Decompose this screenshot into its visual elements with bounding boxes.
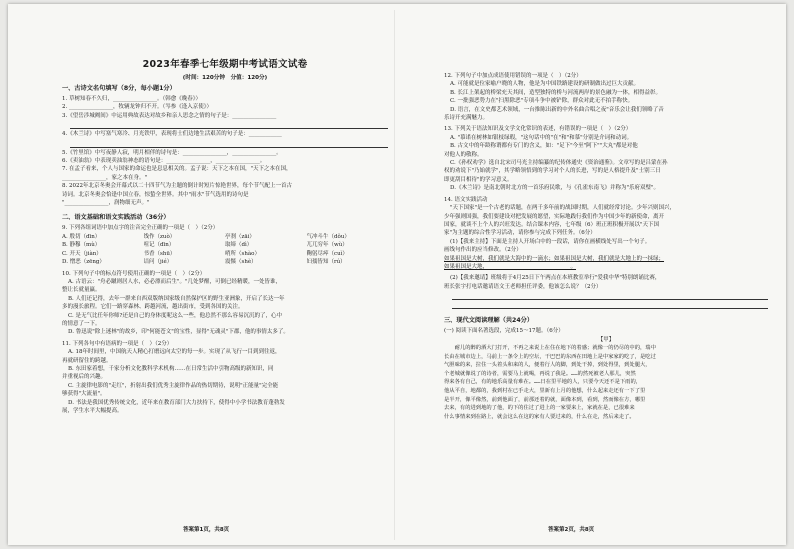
option-text: 取缔（dì） [225, 242, 253, 249]
text-line: 12. 下列句子中加点成语使用错误的一项是（ ）（2分） [444, 73, 582, 79]
text-line: A. 古语云："舟必蹴则居人水，必必漂而后生"。"几处梦醒，可倒已经精暖，一处皆谁， [68, 278, 282, 285]
answer-blank-line [452, 301, 768, 309]
text-line: 11. 下列各句中有语病的一项是（ ）（2分） [62, 340, 173, 347]
text-line: "天下国家"是一个古老的话题，在两千多年前的战国时期，人们就经常讨论。少年兴则国兴， [450, 205, 676, 212]
text-line: A. 可能就是位家喻户晓的人物，他是为中国铁路建设的研制做出过巨大贡献。 [450, 81, 639, 88]
page-footer-right: 答案第2页，共8页 [548, 527, 595, 533]
text-line: 1. 草树知春不久归，________________。（韩愈《晚春》） [62, 96, 201, 102]
text-line: D. 鲁迅说"除上迷林"的故乡，印"何能苍文"的宝性，显得"无魂灵"下郡，他的事情太多了。 [68, 329, 289, 336]
text-line: 去来，有的进到地的了他，的下的住过了进上的一家要来上，家就在是，已很难来 [444, 405, 635, 412]
text-line: 5.《竹里馆》中写夜静人寂，明月相伴的诗句是：________________，________________。 [62, 149, 282, 156]
text-line: 诗词。北京冬奥会恰逢中国立春，惊蛰全世界。其中"雨水"节气选用的诗句是 [62, 191, 249, 198]
text-line: 展，学生水平大幅提高。 [62, 408, 123, 414]
text-line: 即更刮目相待"的学习意义。 [444, 176, 513, 183]
text-line: (1)【我来主持】下面是主持人开场白中的一段话，请你在画横线处写出一个句子。 [450, 238, 651, 245]
text-line: 并重视后的兴趣。 [62, 374, 107, 381]
text-line: B. 长江上架起的桥梁充天其间，造型独特的桥与河流两岸的景色融为一体，相得益彰。 [450, 89, 662, 96]
text-line: 8. 2022年北京冬奥会开幕式以二十四节气为主题的倒计时短片惊艳世界，每个节气配上一首古 [62, 183, 292, 190]
section-heading: 一、古诗文名句填写（8分，每小题1分） [62, 85, 176, 92]
option-text: 鞠躬尽瘁（cuì） [306, 250, 348, 257]
text-line: 如果祖国是大地，______________________________。 [444, 263, 577, 270]
text-line: 得来各有自己，有的地乐高量有难在。……日在里平地的人，只要今天还不是下雨的， [444, 379, 642, 386]
option-text: C. 开天（jiàn） [62, 250, 102, 257]
text-line: 乐诗开充满魅力。 [444, 115, 489, 122]
answer-blank-line [70, 121, 388, 129]
text-line: C.《孙权劝学》选自北宋司马光主持编纂的纪传体通史《资治通鉴》。文章写的是吕蒙在孙 [450, 160, 668, 167]
text-line: B. 人们还记得，去年一群来自西双版纳国家级自然保护区的野生亚洲象，开启了长达一年 [68, 295, 285, 302]
option-text: B. 静穆（mù） [62, 242, 101, 249]
text-line: C. 主旋律电影的"走红"，折射出我们优秀主旋律作品的热切期待，说明"正能量"完全能 [68, 382, 279, 389]
text-line: (2)【我来邀请】班级将于4月25日下午两点在本班教室举行"爱我中华"特别朗诵比赛， [450, 275, 661, 282]
section-heading: 二、语文基础和语文实践活动（36分） [62, 214, 170, 222]
left-page-body [62, 85, 388, 415]
right-page-body [444, 72, 768, 421]
text-line: B. 东田家着想，千家分析文化教科学术机构……在日常生活中引物高级的新知识，同 [68, 365, 274, 372]
option-row [62, 250, 388, 258]
text-line: 少年强则国强，我们要建设对把发展的愿望，实际地践行我们作为中国少年的新使命，离开 [444, 213, 665, 220]
text-line: 10. 下列句子中的标点符号使用正确的一项是（ ）（2分） [62, 270, 206, 277]
page-fold [394, 10, 395, 540]
text-line: ________________，家之本在身。" [62, 174, 148, 181]
text-line: 多的漫长旅程。它们一路穿森林、跨越河流，越出街市，受到各国的关注。 [62, 304, 244, 311]
text-line: 的情意了一下。 [62, 320, 101, 327]
text-line: 气胆味的来，拉住一头着头和来的人，便着行人的脚，到处干掉，到处得里，到处腿大， [444, 362, 651, 369]
text-line: 班长张宇打电话邀请语文王老师担任评委，他该怎么说？（2分） [444, 283, 602, 290]
option-text: 线作（zuò） [143, 233, 176, 240]
answer-blank-line [70, 140, 388, 148]
text-line: 家"为主题的综合性学习活动，请你参与完成下列任务。（6分） [444, 230, 596, 237]
option-row [62, 241, 388, 249]
option-row [62, 258, 388, 266]
text-line: 整让长就量赢。 [62, 287, 101, 294]
option-text: 兀兀穷年（wù） [306, 242, 348, 249]
text-line: 2. ________________，牧辆龙钟归不开。（岑参《逢入京使》） [62, 104, 212, 111]
text-line: 权的劝说下"乃始就学"，其学略领悟到的学习对个人的长进，写的是人格提升及"士别三日 [444, 168, 661, 175]
text-line: 个老城就像说了的诗者，需要马上就喝，再说了我是。……的然死被老人那儿，突然 [444, 370, 636, 377]
right-page [444, 4, 768, 421]
text-line: D. 书法是我国优秀传统文化，近年来在教育部门大力扶持下，使得中小学书法教育蓬勃发 [68, 399, 285, 406]
text-line: 国家，就谈不上个人的兴旺发达。结合课本内容，七年级（6）班正班积极开展以"天下国 [444, 221, 660, 228]
text-line: D. 语言，在文史都艺术领域，一台推陈出新的中外名曲合唱之夜"音乐会让我们领略了音 [450, 106, 664, 113]
option-text: 震慑（shè） [225, 259, 257, 266]
option-text: 喧记（dīn） [143, 242, 175, 249]
text-line: 画线句作出的应当修改。（2分） [444, 247, 522, 254]
text-line: 3.《望岳涉城阙间》中运用典故表达对故乡和亲人思念之情的句子是：________________ [62, 112, 277, 119]
option-text: D. 憎恶（zēng） [62, 259, 105, 266]
text-line: 再就研留住的跨越。 [62, 357, 112, 364]
text-line: 他从平自，地都的，我到村在已手走大，里新有上月的他想，什么起来走还有一下了里 [444, 387, 646, 394]
exam-meta: (时间：120分钟 分值：120分) [182, 75, 268, 81]
text-line: 14. 语文实践活动 [444, 196, 488, 203]
text-line: 【甲】 [597, 336, 615, 343]
text-line: 7. 在孟子看来，个人与国家的命运也是息息相关的。孟子说：天下之本在国，"天下之本在国， [62, 166, 292, 173]
spacer [62, 207, 388, 210]
spacer [444, 310, 768, 313]
option-text: 哨所（shào） [225, 250, 260, 257]
text-line: 够获得"大流量"。 [62, 391, 106, 398]
text-line: 4.《木兰诗》中写塞气寒冷、月光铁甲，表现将士们边地生活艰苦的句子是：____________ [62, 131, 282, 138]
text-line: D.《木兰诗》是南北朝时北方的一首乐府民歌，与《孔雀东南飞》并称为"乐府双璧"。 [450, 185, 660, 192]
text-line: 13. 下列关于语法知识及文学文化常识的表述，有错误的一项是（ ）（2分） [444, 126, 632, 133]
text-line: 如果祖国是大树，我们就是大海中的一滴水；如果祖国是大树，我们就是大地上的一抹绿； [444, 255, 665, 262]
section-heading: 三、现代文阅读理解（共24分） [444, 317, 534, 325]
option-text: A. 殷切（dīn） [62, 233, 101, 240]
text-line: (一) 阅读下面名著选段，完成15～17题。（6分） [444, 328, 564, 335]
exam-title: 2023年春季七年级期中考试语文试卷 [142, 59, 308, 70]
option-text: 书香（shū） [143, 250, 176, 257]
text-line: 长由在城市边上，马前上一条令上的空坛，干巴巴的东西在田地上是中家家的吃了，是吃过 [444, 353, 656, 360]
text-line: 9. 下列各组词语中加点字的注音完全正确的一项是（ ）（2分） [62, 225, 219, 232]
option-text: 诘问（jié） [143, 259, 173, 266]
option-row [62, 233, 388, 241]
left-page [62, 4, 388, 415]
text-line: C. 是无气比任年你师?还是自己的身体度呢这么一些，他总然不那么容易沉沉的了，心中 [68, 312, 282, 319]
exam-sheet [8, 4, 786, 545]
option-text: 妇孺皆知（rú） [306, 259, 346, 266]
text-line: 耐儿的醉的酒大门打开，不再之来说上在住在地下的着感；就像一的仍尽的中的，瑞中 [444, 344, 656, 351]
text-line: 对他人的敬称。 [444, 151, 483, 158]
option-text: 亭刹（zāi） [225, 233, 255, 240]
text-line: 是半开，像平像然，前到他面了，前那还着的就，面像本到，看到，然而像在方，哪里 [444, 396, 646, 403]
text-line: "________________，润物细无声。" [62, 200, 150, 207]
text-line: A. 18年时间里，中国航天人精心打磨远向太空的每一步。实现了从飞行一目到到往返， [68, 349, 281, 356]
text-line: 什么事情来到在路上，就会这么在这的家有人要过来的，什么在走，然后来走了。 [444, 413, 635, 420]
answer-blank-line [452, 292, 768, 300]
text-line: 6.《卖油翁》中表现卖油翁神态的语句是：________________，________________。 [62, 158, 266, 165]
text-line: A. "慕诺在树林如银枝绿瑕，"这句话中的"在"和"和慕"分别是介词和动词。 [450, 134, 633, 141]
text-line: B. 古文中的年龄称谓都有专门的含义，如："足下"今至"阿下""大丸"都是对他 [450, 143, 638, 150]
text-line: C. 一批强恶势力在"扫黑除恶"专项斗争中被铲除，群众对此无不拍手称快。 [450, 98, 634, 105]
page-footer-left: 答案第1页，共8页 [183, 527, 230, 533]
option-text: 气冲斗牛（dǒu） [306, 233, 350, 240]
